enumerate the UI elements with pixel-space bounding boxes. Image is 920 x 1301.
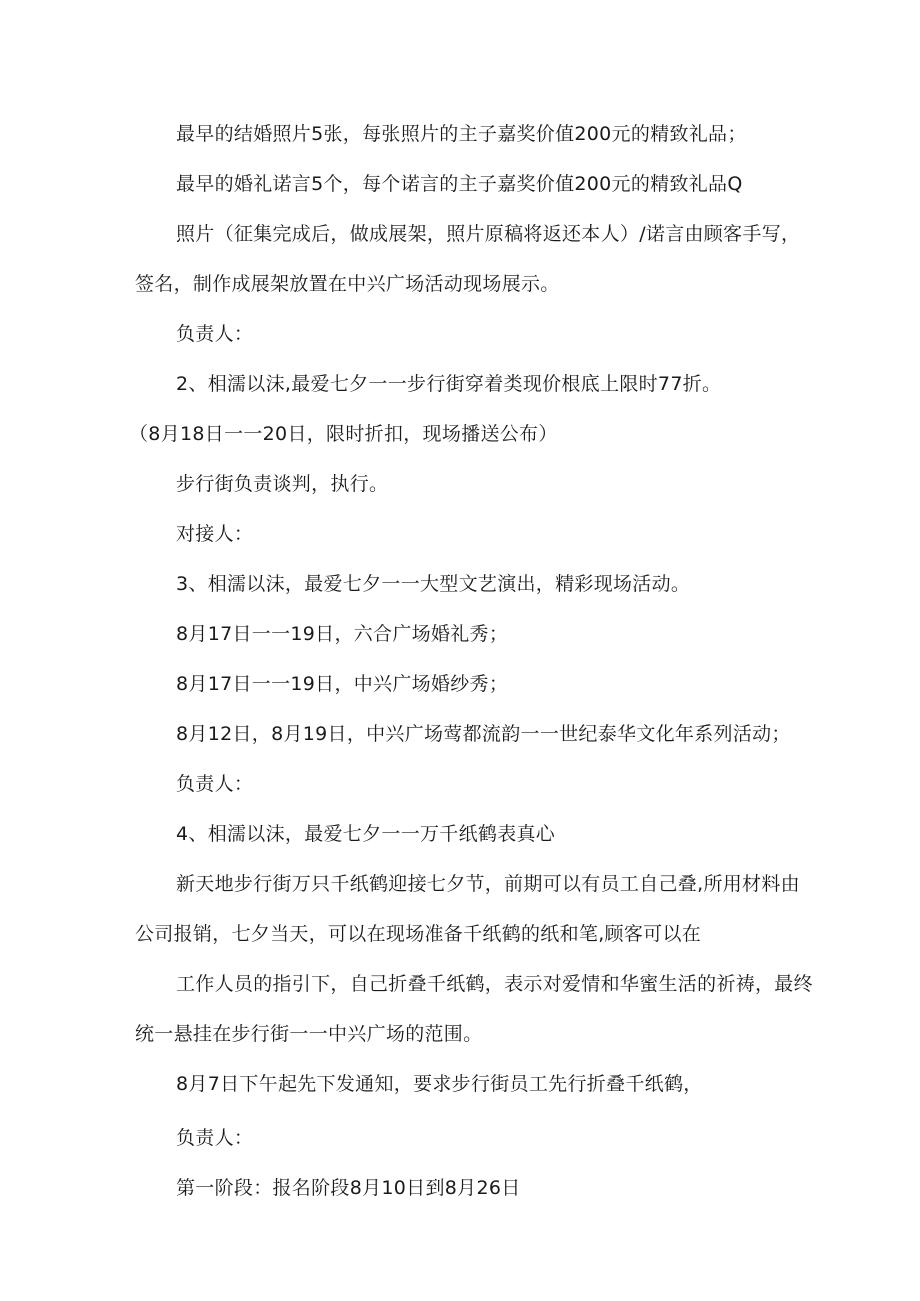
text-line-display-location: 签名，制作成展架放置在中兴广场活动现场展示。 bbox=[135, 273, 560, 295]
text-line-cranes-intro: 新天地步行街万只千纸鹤迎接七夕节，前期可以有员工自己叠,所用材料由 bbox=[176, 873, 800, 895]
text-line-contact-person: 对接人： bbox=[176, 523, 254, 545]
text-line-notice: 8月7日下午起先下发通知，要求步行街员工先行折叠千纸鹤， bbox=[176, 1073, 703, 1095]
text-line-display-rack: 照片（征集完成后，做成展架，照片原稿将返还本人）/诺言由顾客手写， bbox=[176, 223, 801, 245]
text-line-discount-dates: （8月18日一一20日，限时折扣，现场播送公布） bbox=[129, 423, 558, 445]
text-line-cranes-hanging: 统一悬挂在步行街一一中兴广场的范围。 bbox=[135, 1023, 483, 1045]
text-line-wedding-show-liuhe: 8月17日一一19日，六合广场婚礼秀； bbox=[176, 623, 509, 645]
text-line-cranes-folding: 工作人员的指引下，自己折叠千纸鹤，表示对爱情和华蜜生活的祈祷，最终 bbox=[176, 973, 813, 995]
text-line-prize-vows: 最早的婚礼诺言5个，每个诺言的主子嘉奖价值200元的精致礼品Q bbox=[176, 173, 743, 195]
text-line-item-4-paper-cranes: 4、相濡以沫，最爱七夕一一万千纸鹤表真心 bbox=[176, 823, 556, 845]
text-line-responsible-2: 负责人： bbox=[176, 773, 254, 795]
text-line-phase-one: 第一阶段：报名阶段8月10日到8月26日 bbox=[176, 1177, 521, 1199]
text-line-item-2-discount: 2、相濡以沫,最爱七夕一一步行街穿着类现价根底上限时77折。 bbox=[176, 373, 722, 395]
text-line-negotiation: 步行街负责谈判，执行。 bbox=[176, 473, 389, 495]
text-line-item-3-performance: 3、相濡以沫，最爱七夕一一大型文艺演出，精彩现场活动。 bbox=[176, 573, 691, 595]
text-line-responsible-3: 负责人： bbox=[176, 1127, 254, 1149]
text-line-prize-photos: 最早的结婚照片5张，每张照片的主子嘉奖价值200元的精致礼品； bbox=[176, 123, 747, 145]
text-line-wedding-dress-show: 8月17日一一19日，中兴广场婚纱秀； bbox=[176, 673, 509, 695]
text-line-culture-series: 8月12日，8月19日，中兴广场莺都流韵一一世纪泰华文化年系列活动； bbox=[176, 723, 791, 745]
text-line-cranes-materials: 公司报销，七夕当天，可以在现场准备千纸鹤的纸和笔,顾客可以在 bbox=[135, 923, 702, 945]
text-line-responsible-1: 负责人： bbox=[176, 323, 254, 345]
